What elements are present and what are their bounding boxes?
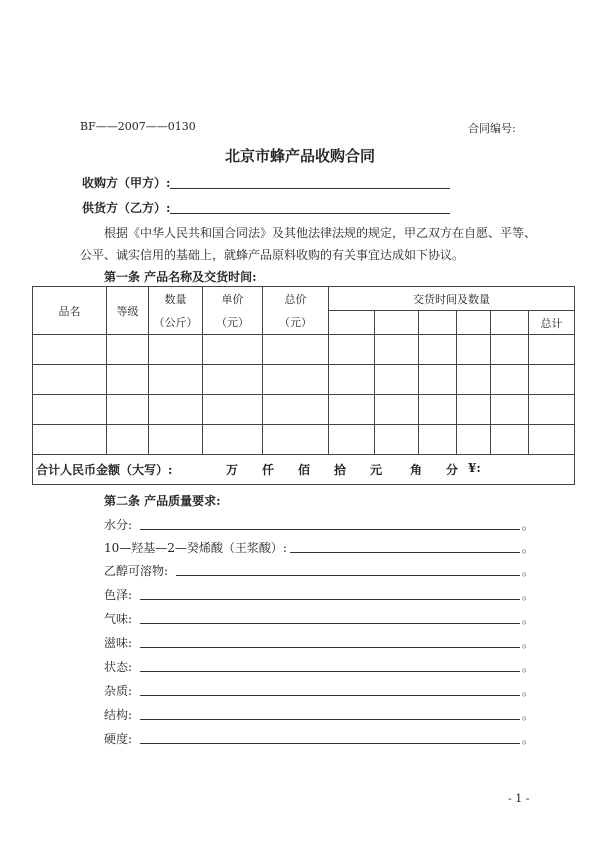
- table-row: [33, 395, 575, 425]
- table-cell[interactable]: [329, 335, 375, 365]
- table-cell[interactable]: [107, 395, 149, 425]
- document-code: BF——2007——0130: [80, 120, 196, 133]
- unit-fen: 分: [446, 463, 459, 477]
- quality-field[interactable]: [176, 575, 520, 576]
- page-title: 北京市蜂产品收购合同: [224, 147, 375, 165]
- quality-label: 结构:: [104, 708, 133, 722]
- col-header-total: 总计: [529, 311, 575, 335]
- quality-field[interactable]: [140, 623, 520, 624]
- col-header-grade: 等级: [107, 287, 149, 335]
- yen-sign: ¥:: [468, 461, 481, 475]
- table-cell[interactable]: [419, 395, 457, 425]
- period-mark: 。: [522, 588, 535, 602]
- table-cell[interactable]: [329, 365, 375, 395]
- unit-wan: 万: [226, 463, 239, 477]
- col-header-total-price: 总价: [263, 287, 329, 311]
- col-header-delivery: 交货时间及数量: [329, 287, 575, 311]
- table-cell[interactable]: [491, 425, 529, 455]
- delivery-cell[interactable]: [375, 311, 419, 335]
- period-mark: 。: [522, 541, 535, 555]
- period-mark: 。: [522, 564, 535, 578]
- col-header-quantity-unit: （公斤）: [149, 311, 203, 335]
- col-header-unit-price-unit: （元）: [203, 311, 263, 335]
- table-cell[interactable]: [457, 395, 491, 425]
- quality-field[interactable]: [140, 743, 520, 744]
- col-header-name: 品名: [33, 287, 107, 335]
- article-1-heading: 第一条 产品名称及交货时间:: [104, 270, 257, 284]
- period-mark: 。: [522, 636, 535, 650]
- quality-label: 水分:: [104, 518, 133, 532]
- table-cell[interactable]: [529, 335, 575, 365]
- table-cell[interactable]: [457, 365, 491, 395]
- period-mark: 。: [522, 708, 535, 722]
- delivery-cell[interactable]: [419, 311, 457, 335]
- supplier-label: 供货方（乙方）:: [82, 201, 171, 215]
- delivery-cell[interactable]: [329, 311, 375, 335]
- quality-field[interactable]: [140, 529, 520, 530]
- period-mark: 。: [522, 732, 535, 746]
- quality-label: 杂质:: [104, 684, 133, 698]
- table-cell[interactable]: [329, 425, 375, 455]
- sum-label: 合计人民币金额（大写）:: [36, 463, 173, 477]
- unit-jiao: 角: [410, 463, 423, 477]
- quality-field[interactable]: [140, 599, 520, 600]
- table-row: [33, 425, 575, 455]
- quality-label: 乙醇可溶物:: [104, 564, 169, 578]
- quality-label: 气味:: [104, 612, 133, 626]
- article-2-heading: 第二条 产品质量要求:: [104, 494, 221, 508]
- unit-yuan: 元: [370, 463, 383, 477]
- intro-line-1: 根据《中华人民共和国合同法》及其他法律法规的规定，甲乙双方在自愿、平等、: [104, 226, 537, 240]
- table-cell[interactable]: [149, 425, 203, 455]
- table-cell[interactable]: [419, 335, 457, 365]
- quality-field[interactable]: [140, 719, 520, 720]
- table-cell[interactable]: [375, 395, 419, 425]
- delivery-cell[interactable]: [457, 311, 491, 335]
- table-cell[interactable]: [329, 395, 375, 425]
- product-table: [32, 286, 575, 485]
- table-cell[interactable]: [149, 335, 203, 365]
- table-cell[interactable]: [107, 365, 149, 395]
- period-mark: 。: [522, 518, 535, 532]
- table-cell[interactable]: [375, 365, 419, 395]
- table-cell[interactable]: [203, 395, 263, 425]
- table-cell[interactable]: [419, 365, 457, 395]
- quality-label: 10—羟基—2—癸烯酸（王浆酸）:: [104, 541, 287, 555]
- table-cell[interactable]: [375, 425, 419, 455]
- quality-field[interactable]: [140, 647, 520, 648]
- quality-field[interactable]: [140, 671, 520, 672]
- table-cell[interactable]: [529, 425, 575, 455]
- table-cell[interactable]: [491, 365, 529, 395]
- table-row: [33, 365, 575, 395]
- table-cell[interactable]: [491, 335, 529, 365]
- col-header-total-price-unit: （元）: [263, 311, 329, 335]
- quality-label: 色泽:: [104, 588, 133, 602]
- table-cell[interactable]: [263, 335, 329, 365]
- page-number: - 1 -: [508, 792, 530, 805]
- col-header-quantity: 数量: [149, 287, 203, 311]
- quality-field[interactable]: [140, 695, 520, 696]
- unit-bai: 佰: [298, 463, 311, 477]
- table-cell[interactable]: [149, 365, 203, 395]
- table-cell[interactable]: [33, 395, 107, 425]
- table-cell[interactable]: [263, 365, 329, 395]
- table-cell[interactable]: [149, 395, 203, 425]
- table-cell[interactable]: [375, 335, 419, 365]
- supplier-field[interactable]: [170, 213, 450, 214]
- quality-label: 状态:: [104, 660, 133, 674]
- table-cell[interactable]: [203, 335, 263, 365]
- table-cell[interactable]: [107, 425, 149, 455]
- table-cell[interactable]: [107, 335, 149, 365]
- table-cell[interactable]: [529, 395, 575, 425]
- table-cell[interactable]: [491, 395, 529, 425]
- contract-number-label: 合同编号:: [468, 122, 516, 135]
- unit-shi: 拾: [334, 463, 347, 477]
- quality-label: 滋味:: [104, 636, 133, 650]
- table-cell[interactable]: [457, 425, 491, 455]
- table-row: [33, 335, 575, 365]
- quality-field[interactable]: [290, 552, 520, 553]
- period-mark: 。: [522, 612, 535, 626]
- quality-label: 硬度:: [104, 732, 133, 746]
- col-header-unit-price: 单价: [203, 287, 263, 311]
- table-cell[interactable]: [203, 425, 263, 455]
- table-cell[interactable]: [457, 335, 491, 365]
- buyer-field[interactable]: [170, 188, 450, 189]
- table-cell[interactable]: [529, 365, 575, 395]
- table-cell[interactable]: [33, 335, 107, 365]
- table-cell[interactable]: [33, 425, 107, 455]
- table-cell[interactable]: [419, 425, 457, 455]
- unit-qian: 仟: [262, 463, 275, 477]
- period-mark: 。: [522, 684, 535, 698]
- table-cell[interactable]: [203, 365, 263, 395]
- intro-line-2: 公平、诚实信用的基础上，就蜂产品原料收购的有关事宜达成如下协议。: [80, 248, 465, 262]
- period-mark: 。: [522, 660, 535, 674]
- table-cell[interactable]: [33, 365, 107, 395]
- table-cell[interactable]: [263, 425, 329, 455]
- buyer-label: 收购方（甲方）:: [82, 176, 171, 190]
- delivery-cell[interactable]: [491, 311, 529, 335]
- table-cell[interactable]: [263, 395, 329, 425]
